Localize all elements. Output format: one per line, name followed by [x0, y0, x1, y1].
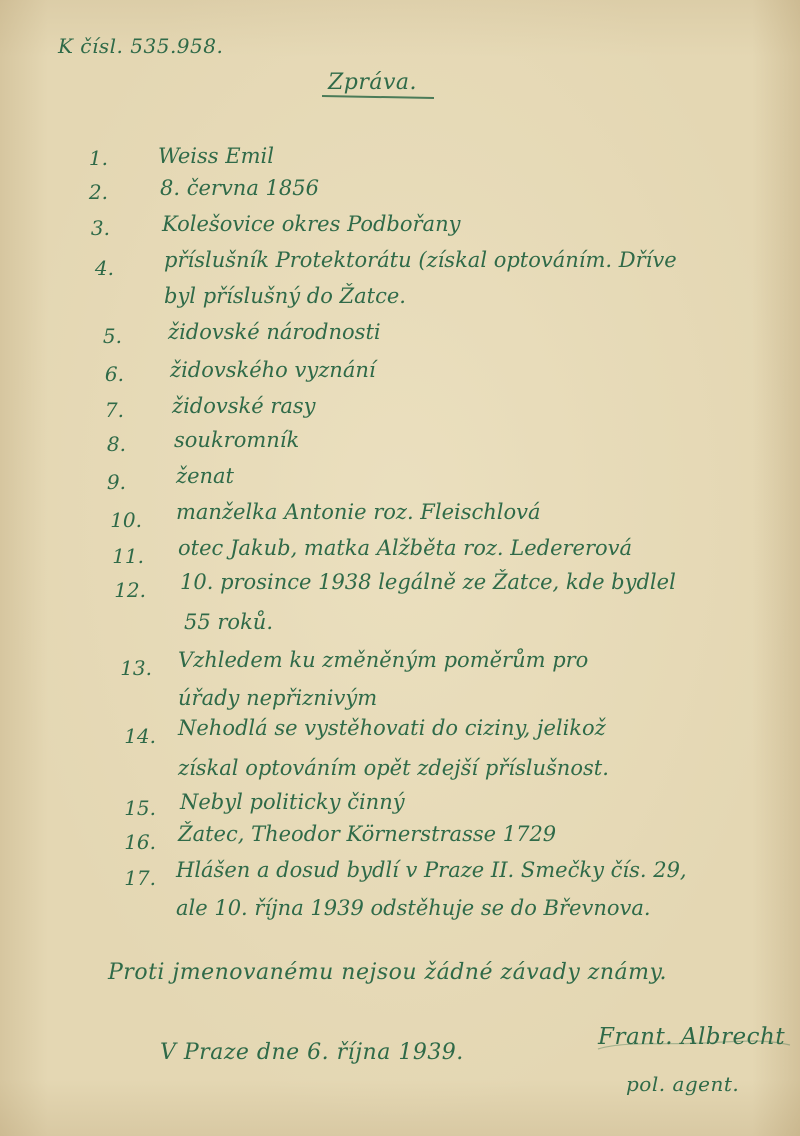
item-number: 8.: [106, 432, 126, 456]
title-underline: [322, 95, 434, 99]
item-text: otec Jakub, matka Alžběta roz. Ledererová: [178, 536, 633, 560]
item-text: příslušník Protektorátu (získal optováním. Dříve: [164, 248, 677, 272]
item-text: úřady nepřiznivým: [178, 686, 378, 710]
item-text: 55 roků.: [184, 610, 274, 634]
place-date: V Praze dne 6. října 1939.: [160, 1040, 464, 1065]
item-number: 14.: [124, 724, 156, 748]
item-number: 11.: [112, 544, 144, 568]
item-text: Weiss Emil: [158, 144, 274, 168]
item-text: soukromník: [174, 428, 300, 452]
item-number: 5.: [102, 324, 122, 348]
item-text: ale 10. října 1939 odstěhuje se do Břevnova.: [176, 896, 651, 920]
item-text: ženat: [176, 464, 234, 488]
item-text: Vzhledem ku změněným poměrům pro: [178, 648, 589, 672]
signature: Frant. Albrecht: [598, 1024, 786, 1050]
item-text: židovského vyznání: [170, 358, 376, 382]
item-number: 2.: [88, 180, 108, 204]
item-text: Nehodlá se vystěhovati do ciziny, jelikož: [178, 716, 606, 740]
signatory-title: pol. agent.: [626, 1072, 740, 1096]
item-number: 9.: [106, 470, 126, 494]
item-number: 12.: [114, 578, 146, 602]
item-text: Hlášen a dosud bydlí v Praze II. Smečky čís. 29,: [176, 858, 687, 882]
reference-number: K čísl. 535.958.: [58, 34, 224, 58]
item-number: 10.: [110, 508, 142, 532]
item-number: 15.: [124, 796, 156, 820]
item-text: 8. června 1856: [160, 176, 319, 200]
item-number: 1.: [88, 146, 108, 170]
item-text: manželka Antonie roz. Fleischlová: [176, 500, 541, 524]
item-text: byl příslušný do Žatce.: [164, 284, 406, 308]
item-text: 10. prosince 1938 legálně ze Žatce, kde bydlel: [180, 570, 676, 594]
item-number: 3.: [90, 216, 110, 240]
item-text: Žatec, Theodor Körnerstrasse 1729: [178, 822, 557, 846]
item-number: 17.: [124, 866, 156, 890]
item-text: židovské rasy: [172, 394, 316, 418]
item-number: 7.: [104, 398, 124, 422]
item-number: 16.: [124, 830, 156, 854]
item-text: Kolešovice okres Podbořany: [162, 212, 461, 236]
item-number: 6.: [104, 362, 124, 386]
closing-statement: Proti jmenovanému nejsou žádné závady známy.: [108, 960, 667, 985]
item-text: Nebyl politicky činný: [180, 790, 405, 814]
item-text: získal optováním opět zdejší příslušnost.: [178, 756, 609, 780]
item-text: židovské národnosti: [168, 320, 381, 344]
item-number: 4.: [94, 256, 114, 280]
document-title: Zpráva.: [328, 70, 418, 95]
item-number: 13.: [120, 656, 152, 680]
